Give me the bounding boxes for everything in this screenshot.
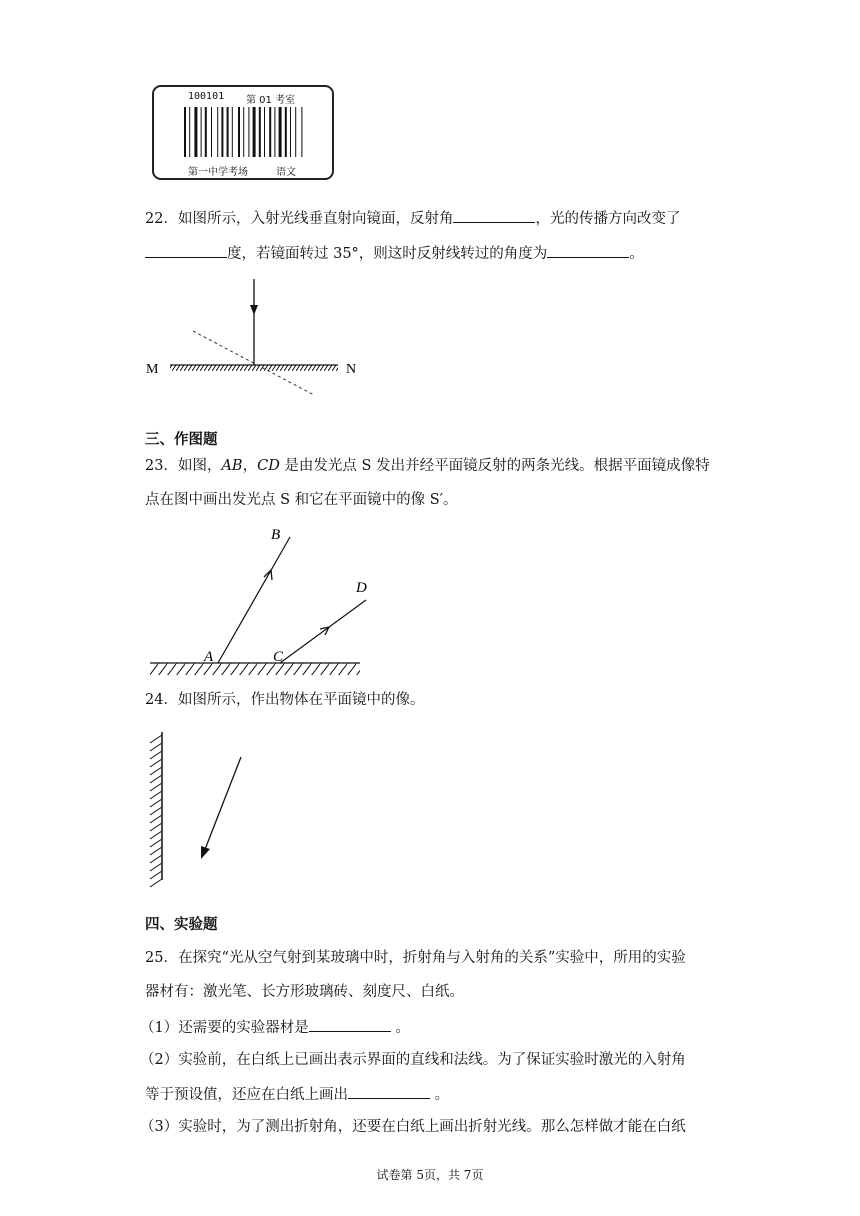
mirror-hatch: [150, 735, 162, 887]
answer-blank-3[interactable]: [547, 242, 629, 258]
label-m: M: [146, 362, 159, 377]
question-text: （1）还需要的实验器材是: [140, 1020, 309, 1036]
mirror-hatch: [150, 663, 360, 675]
barcode-bar: [232, 107, 233, 157]
question-text: 在探究“光从空气射到某玻璃中时，折射角与入射角的关系”实验中，所用的实验: [177, 950, 686, 966]
barcode-bar: [285, 107, 287, 157]
hatch-mark: [150, 751, 162, 759]
barcode-bar: [295, 107, 296, 157]
question-25-sub2-line2: [145, 1083, 449, 1105]
hatch-mark: [150, 823, 162, 831]
question-number: 25．: [145, 950, 178, 966]
point-label-b: B: [271, 527, 281, 543]
ray-label-cd: CD: [257, 458, 280, 474]
hatch-mark: [150, 735, 162, 743]
barcode-bar: [301, 107, 302, 157]
barcode-subject: 语文: [276, 167, 296, 178]
question-text: 点在图中画出发光点 S 和它在平面镜中的像 S′。: [145, 492, 458, 508]
answer-blank-2[interactable]: [145, 242, 227, 258]
question-text: 是由发光点 S 发出并经平面镜反射的两条光线。根据平面镜成像特: [279, 458, 710, 474]
question-number: 23．: [145, 458, 178, 474]
mirror-figure-23: [140, 520, 370, 680]
barcode-bar: [205, 107, 207, 157]
question-text: 。: [390, 1020, 410, 1036]
hatch-mark: [150, 831, 162, 839]
question-22-line1: [145, 207, 680, 229]
page-footer: 试卷第 5页，共 7页: [376, 1168, 484, 1182]
barcode-bar: [279, 107, 282, 157]
barcode-bar: [274, 107, 275, 157]
barcode-bar: [253, 107, 256, 157]
object-arrow: [204, 757, 241, 852]
barcode-bar: [227, 107, 229, 157]
barcode-bar: [290, 107, 291, 157]
hatch-mark: [150, 839, 162, 847]
hatch-mark: [150, 791, 162, 799]
barcode-bar: [238, 107, 240, 157]
question-text: ，光的传播方向改变了: [535, 211, 681, 227]
barcode-bar: [248, 107, 249, 157]
question-text: 如图，: [177, 458, 222, 474]
question-23-line1: [145, 456, 710, 476]
mirror-figure-24: [140, 725, 260, 895]
hatch-mark: [150, 815, 162, 823]
section-title-drawing: 三、作图题: [145, 431, 218, 448]
barcode-bar: [189, 107, 190, 157]
question-text: 器材有：激光笔、长方形玻璃砖、刻度尺、白纸。: [145, 984, 464, 1000]
answer-blank-25-1[interactable]: [309, 1016, 391, 1032]
point-label-d: D: [356, 580, 367, 596]
question-number: 22．: [145, 211, 178, 227]
hatch-mark: [150, 871, 162, 879]
question-22-line2: [145, 242, 644, 264]
label-n: N: [346, 362, 357, 377]
question-text: ，: [242, 458, 258, 474]
hatch-mark: [150, 863, 162, 871]
point-label-a: A: [204, 649, 214, 665]
question-25-sub3: [140, 1117, 686, 1137]
question-text: （3）实验时，为了测出折射角，还要在白纸上画出折射光线。那么怎样做才能在白纸: [140, 1119, 686, 1135]
ray-label-ab: AB: [221, 458, 243, 474]
mirror-hatch: [170, 365, 338, 371]
barcode-bar: [264, 107, 265, 157]
question-23-line2: [145, 490, 458, 510]
question-25-sub1: [140, 1016, 410, 1038]
hatch-mark: [150, 767, 162, 775]
barcode-bar: [217, 107, 218, 157]
hatch-mark: [150, 799, 162, 807]
question-25-sub2-line1: [140, 1050, 686, 1070]
hatch-mark: [150, 855, 162, 863]
point-label-c: C: [273, 649, 284, 665]
barcode-bar: [201, 107, 202, 157]
ray-arrowhead: [250, 305, 258, 315]
hatch-mark: [150, 783, 162, 791]
hatch-mark: [150, 807, 162, 815]
ray-ab: [218, 537, 290, 663]
barcode-bar: [269, 107, 271, 157]
question-25-line2: [145, 982, 464, 1002]
question-text: （2）实验前，在白纸上已画出表示界面的直线和法线。为了保证实验时激光的入射角: [140, 1052, 686, 1068]
barcode-bar: [184, 107, 186, 157]
answer-blank-25-2[interactable]: [348, 1083, 430, 1099]
hatch-mark: [150, 775, 162, 783]
barcode-bar: [243, 107, 244, 157]
question-text: 。: [629, 246, 644, 262]
section-title-experiment: 四、实验题: [145, 916, 218, 933]
barcode-school: 第一中学考场: [188, 167, 248, 178]
answer-blank-1[interactable]: [453, 207, 535, 223]
barcode-label: [152, 85, 334, 180]
question-text: 如图所示，作出物体在平面镜中的像。: [177, 692, 425, 708]
barcode-room: 第 01 考室: [246, 95, 296, 106]
hatch-mark: [150, 759, 162, 767]
barcode-bars: [184, 107, 326, 157]
question-text: 。: [430, 1087, 450, 1103]
object-arrowhead: [201, 846, 210, 859]
question-text: 如图所示，入射光线垂直射向镜面，反射角: [177, 211, 454, 227]
hatch-mark: [150, 743, 162, 751]
barcode-bar: [194, 107, 197, 157]
question-25-line1: [145, 948, 686, 968]
question-24-line1: [145, 690, 424, 710]
question-text: 度，若镜面转过 35°，则这时反射线转过的角度为: [227, 246, 548, 262]
hatch-mark: [150, 879, 162, 887]
ray-cd: [280, 600, 366, 663]
hatch-mark: [150, 847, 162, 855]
barcode-id: 100101: [188, 91, 225, 102]
barcode-bar: [211, 107, 212, 157]
barcode-bar: [259, 107, 261, 157]
question-number: 24．: [145, 692, 178, 708]
mirror-figure-22: [140, 275, 370, 395]
question-text: 等于预设值，还应在白纸上画出: [145, 1087, 348, 1103]
barcode-bar: [221, 107, 223, 157]
